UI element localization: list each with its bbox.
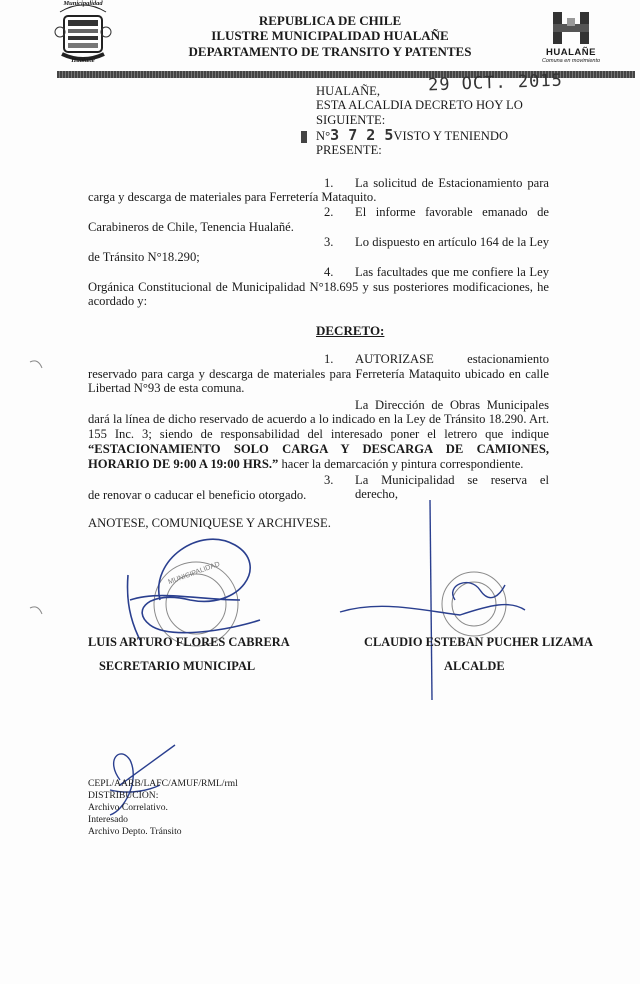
visto-1-num: 1. (324, 176, 334, 190)
footer-distribution: DISTRIBUCION: (88, 790, 159, 801)
visto-4-num: 4. (324, 265, 334, 279)
intro-place: HUALAÑE, (316, 84, 381, 98)
decreto-1-authorize: AUTORIZASE (355, 352, 434, 366)
decree-number-stamp: 3 7 2 5 (330, 126, 394, 144)
header-republic: REPUBLICA DE CHILE (258, 13, 402, 28)
visto-4-rest: Orgánica Constitucional de Municipalidad N°18.695 y sus posteriores modificaciones, he (88, 280, 549, 294)
visto-4-rest2: acordado y: (88, 294, 148, 308)
brand-tagline: Comuna en movimiento (541, 58, 601, 64)
brand-name: HUALAÑE (546, 47, 596, 58)
decreto-2-line2: dará la línea de dicho reservado de acuerdo a lo indicado en la Ley de Tránsito 18.290. Art. (88, 412, 549, 426)
header-municipality: ILUSTRE MUNICIPALIDAD HUALAÑE (211, 28, 449, 43)
decree-n-suffix: VISTO Y TENIENDO (393, 129, 509, 143)
decreto-3-num: 3. (324, 473, 334, 487)
decreto-2-line3: 155 Inc. 3; siendo de responsabilidad del interesado poner el letrero que indique (88, 427, 549, 441)
decreto-title: DECRETO: (316, 323, 385, 338)
right-seal (442, 572, 506, 636)
intro-line2: SIGUIENTE: (316, 113, 386, 127)
visto-4-first: Las facultades que me confiere la Ley (355, 265, 549, 279)
visto-3-num: 3. (324, 235, 334, 249)
left-seal-text: MUNICIPALIDAD (167, 560, 221, 587)
visto-3-rest: de Tránsito N°18.290; (88, 250, 200, 264)
intro-line4: PRESENTE: (316, 143, 382, 157)
decreto-1-line2: reservado para carga y descarga de materiales para Ferretería Mataquito ubicado en calle (88, 367, 549, 381)
decreto-1-line3: Libertad N°93 de esta comuna. (88, 381, 245, 395)
decreto-2-after: hacer la demarcación y pintura correspondiente. (278, 457, 524, 471)
left-signer-title: SECRETARIO MUNICIPAL (99, 659, 256, 673)
footer-item-3: Archivo Depto. Tránsito (88, 826, 182, 837)
visto-3-first: Lo dispuesto en artículo 164 de la Ley (355, 235, 549, 249)
decree-n-prefix: N° (316, 129, 331, 143)
visto-2-num: 2. (324, 205, 334, 219)
footer-item-1: Archivo Correlativo. (88, 802, 168, 813)
crest-bottom-text: Hualañé (71, 57, 95, 64)
footer-initials: CEPL/AARB/LAFC/AMUF/RML/rml (88, 778, 238, 789)
right-signer-title: ALCALDE (444, 659, 505, 673)
left-signer-name: LUIS ARTURO FLORES CABRERA (88, 635, 290, 649)
visto-2-rest: Carabineros de Chile, Tenencia Hualañé. (88, 220, 294, 234)
decreto-3-rest: de renovar o caducar el beneficio otorgado. (88, 488, 307, 502)
decreto-2-bold2: HORARIO DE 9:00 A 19:00 HRS.” (88, 457, 279, 471)
intro-line1: ESTA ALCALDIA DECRETO HOY LO (316, 98, 523, 112)
decreto-2-first: La Dirección de Obras Municipales (355, 398, 549, 412)
decreto-3-first: La Municipalidad se reserva el derecho, (355, 473, 549, 502)
right-signer-name: CLAUDIO ESTEBAN PUCHER LIZAMA (364, 635, 593, 649)
decreto-1-num: 1. (324, 352, 334, 366)
header-department: DEPARTAMENTO DE TRANSITO Y PATENTES (188, 44, 472, 59)
closing-formula: ANOTESE, COMUNIQUESE Y ARCHIVESE. (88, 516, 331, 530)
left-signature (128, 539, 261, 640)
decreto-1-authorize-end: estacionamiento (467, 352, 549, 366)
footer-item-2: Interesado (88, 814, 128, 825)
visto-1-rest: carga y descarga de materiales para Ferretería Mataquito. (88, 190, 377, 204)
visto-1-first: La solicitud de Estacionamiento para (355, 176, 549, 190)
date-stamp: 29 OCT. 2015 (427, 70, 564, 96)
visto-2-first: El informe favorable emanado de (355, 205, 549, 219)
margin-hole-marks (30, 361, 42, 614)
decreto-2-bold1: “ESTACIONAMIENTO SOLO CARGA Y DESCARGA DE CAMIONES, (88, 442, 549, 456)
crest-top-text: Municipalidad (63, 0, 103, 7)
